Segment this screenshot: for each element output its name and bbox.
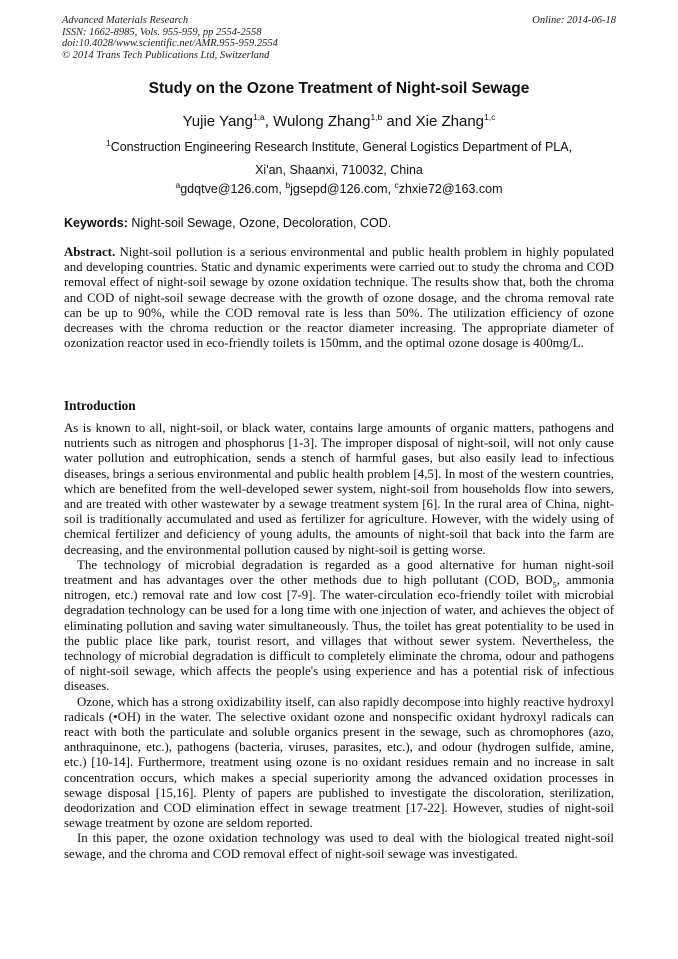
issn-line: ISSN: 1662-8985, Vols. 955-959, pp 2554-2558 [62, 26, 262, 38]
author-emails [0, 179, 678, 196]
affiliation-line-2: Xi'an, Shaanxi, 710032, China [255, 163, 423, 177]
abstract-text: Night-soil pollution is a serious environmental and public health problem in highly populated and developing countries. Static and dynamic experiments were carried out to study the chroma and COD removal effect of night-soil sewage by ozone oxidation technique. The results show that, both the chroma and COD of night-soil sewage decrease with the growth of ozone dosage, and the chroma removal rate can be up to 90%, while the COD removal rate is less than 50%. The utilization efficiency of ozone decreases with the chroma reduction or the reactor diameter increasing. The appropriate diameter of ozonization reactor used in eco-friendly toilets is 150mm, and the optimal ozone dosage is 400mg/L. [64, 245, 614, 351]
keywords-line [64, 216, 391, 230]
email-separator: , [387, 182, 395, 196]
intro-paragraph-2 [64, 558, 614, 695]
doi-line: doi:10.4028/www.scientific.net/AMR.955-959.2554 [62, 38, 278, 49]
affiliation-mark: 1 [105, 137, 111, 148]
email-mark: c [394, 179, 399, 190]
author-separator: , [264, 113, 274, 130]
author-name: Xie Zhang [415, 113, 485, 130]
author-affil-mark: 1,b [370, 112, 383, 122]
journal-header [62, 15, 278, 61]
bod-subscript: 5 [552, 579, 557, 590]
intro-paragraph-2-start: The technology of microbial degradation is regarded as a good alternative for human night-soil treatment and has advantages over the other methods due to high pollutant (COD, BOD [64, 557, 614, 588]
copyright-line: © 2014 Trans Tech Publications Ltd, Switzerland [62, 49, 270, 61]
affiliation-text-1: Construction Engineering Research Institute, General Logistics Department of PLA, [110, 140, 573, 154]
affiliation-line-1 [0, 137, 678, 154]
email-separator: , [278, 182, 286, 196]
email-address[interactable]: gdqtve@126.com [180, 182, 279, 196]
paper-title: Study on the Ozone Treatment of Night-soil Sewage [148, 80, 530, 97]
section-heading-introduction: Introduction [64, 398, 136, 413]
abstract-label: Abstract. [64, 245, 116, 259]
introduction-body [64, 421, 614, 862]
author-name: Wulong Zhang [273, 113, 371, 130]
keywords-text: Night-soil Sewage, Ozone, Decoloration, COD. [131, 216, 392, 230]
author-list [0, 113, 678, 130]
intro-paragraph-4: In this paper, the ozone oxidation technology was used to deal with the biological treated night-soil sewage, and the chroma and COD removal effect of night-soil sewage was investigated. [64, 831, 614, 861]
email-address[interactable]: jgsepd@126.com [290, 182, 388, 196]
author-affil-mark: 1,c [484, 112, 496, 122]
author-separator: and [382, 113, 416, 130]
intro-paragraph-1: As is known to all, night-soil, or black water, contains large amounts of organic matters, pathogens and nutrients such as nitrogen and phosphorus [1-3]. The improper disposal of night-soil, will not only cause water pollution and eutrophication, sends a stench of harmful gases, but also easily lead to infectious diseases, brings a serious environmental and public health problem [4,5]. In most of the western countries, which are benefited from the well-developed sewer system, night-soil from households flow into sewers, and are treated with other wastewater by a sewage treatment system [6]. In the rural area of China, night-soil is traditionally accumulated and used as fertilizer for agriculture. However, with the widely using of chemical fertilizer and deficiency of young adults, the amounts of night-soil that back into the farm are decreasing, and the environmental pollution caused by night-soil is getting worse. [64, 421, 614, 557]
abstract [64, 245, 614, 351]
intro-paragraph-3: Ozone, which has a strong oxidizability itself, can also rapidly decompose into highly reactive hydroxyl radicals (•OH) in the water. The selective oxidant ozone and nonspecific oxidant hydroxyl radicals can react with both the particulate and soluble organics present in the sewage, such as chromophores (azo, anthraquinone, etc.), pathogens (bacteria, viruses, parasites, etc.), and odour (hydrogen sulfide, amine, etc.) [10-14]. Furthermore, treatment using ozone is no oxidant residues remain and no increase in salt concentration occurs, which makes a special superiority among the advanced oxidation processes in sewage disposal [15,16]. Plenty of papers are published to investigate the discoloration, sterilization, deodorization and COD elimination effect in sewage treatment [17-22]. However, studies of night-soil sewage treatment by ozone are seldom reported. [64, 694, 614, 831]
email-mark: a [175, 179, 181, 190]
email-mark: b [285, 179, 291, 190]
journal-name: Advanced Materials Research [62, 15, 189, 26]
author-name: Yujie Yang [182, 113, 253, 130]
email-address[interactable]: zhxie72@163.com [398, 182, 503, 196]
author-affil-mark: 1,a [252, 112, 265, 122]
online-date: Online: 2014-06-18 [532, 15, 616, 26]
intro-paragraph-2-rest: , ammonia nitrogen, etc.) removal rate and low cost [7-9]. The water-circulation eco-friendly toilet with microbial degradation technology can be used for a long time with one injection of water, and achieves the object of eliminating pollution and saving water simultaneously. Thus, the toilet has great potentiality to be used in the public place like park, tourist resort, and villages that without sewer system. Nevertheless, the technology of microbial degradation is difficult to completely eliminate the chroma, odour and pathogens of night-soil sewage, which affects the people's using experience and has a potential risk of infectious diseases. [64, 573, 614, 694]
keywords-label: Keywords: [64, 216, 128, 230]
